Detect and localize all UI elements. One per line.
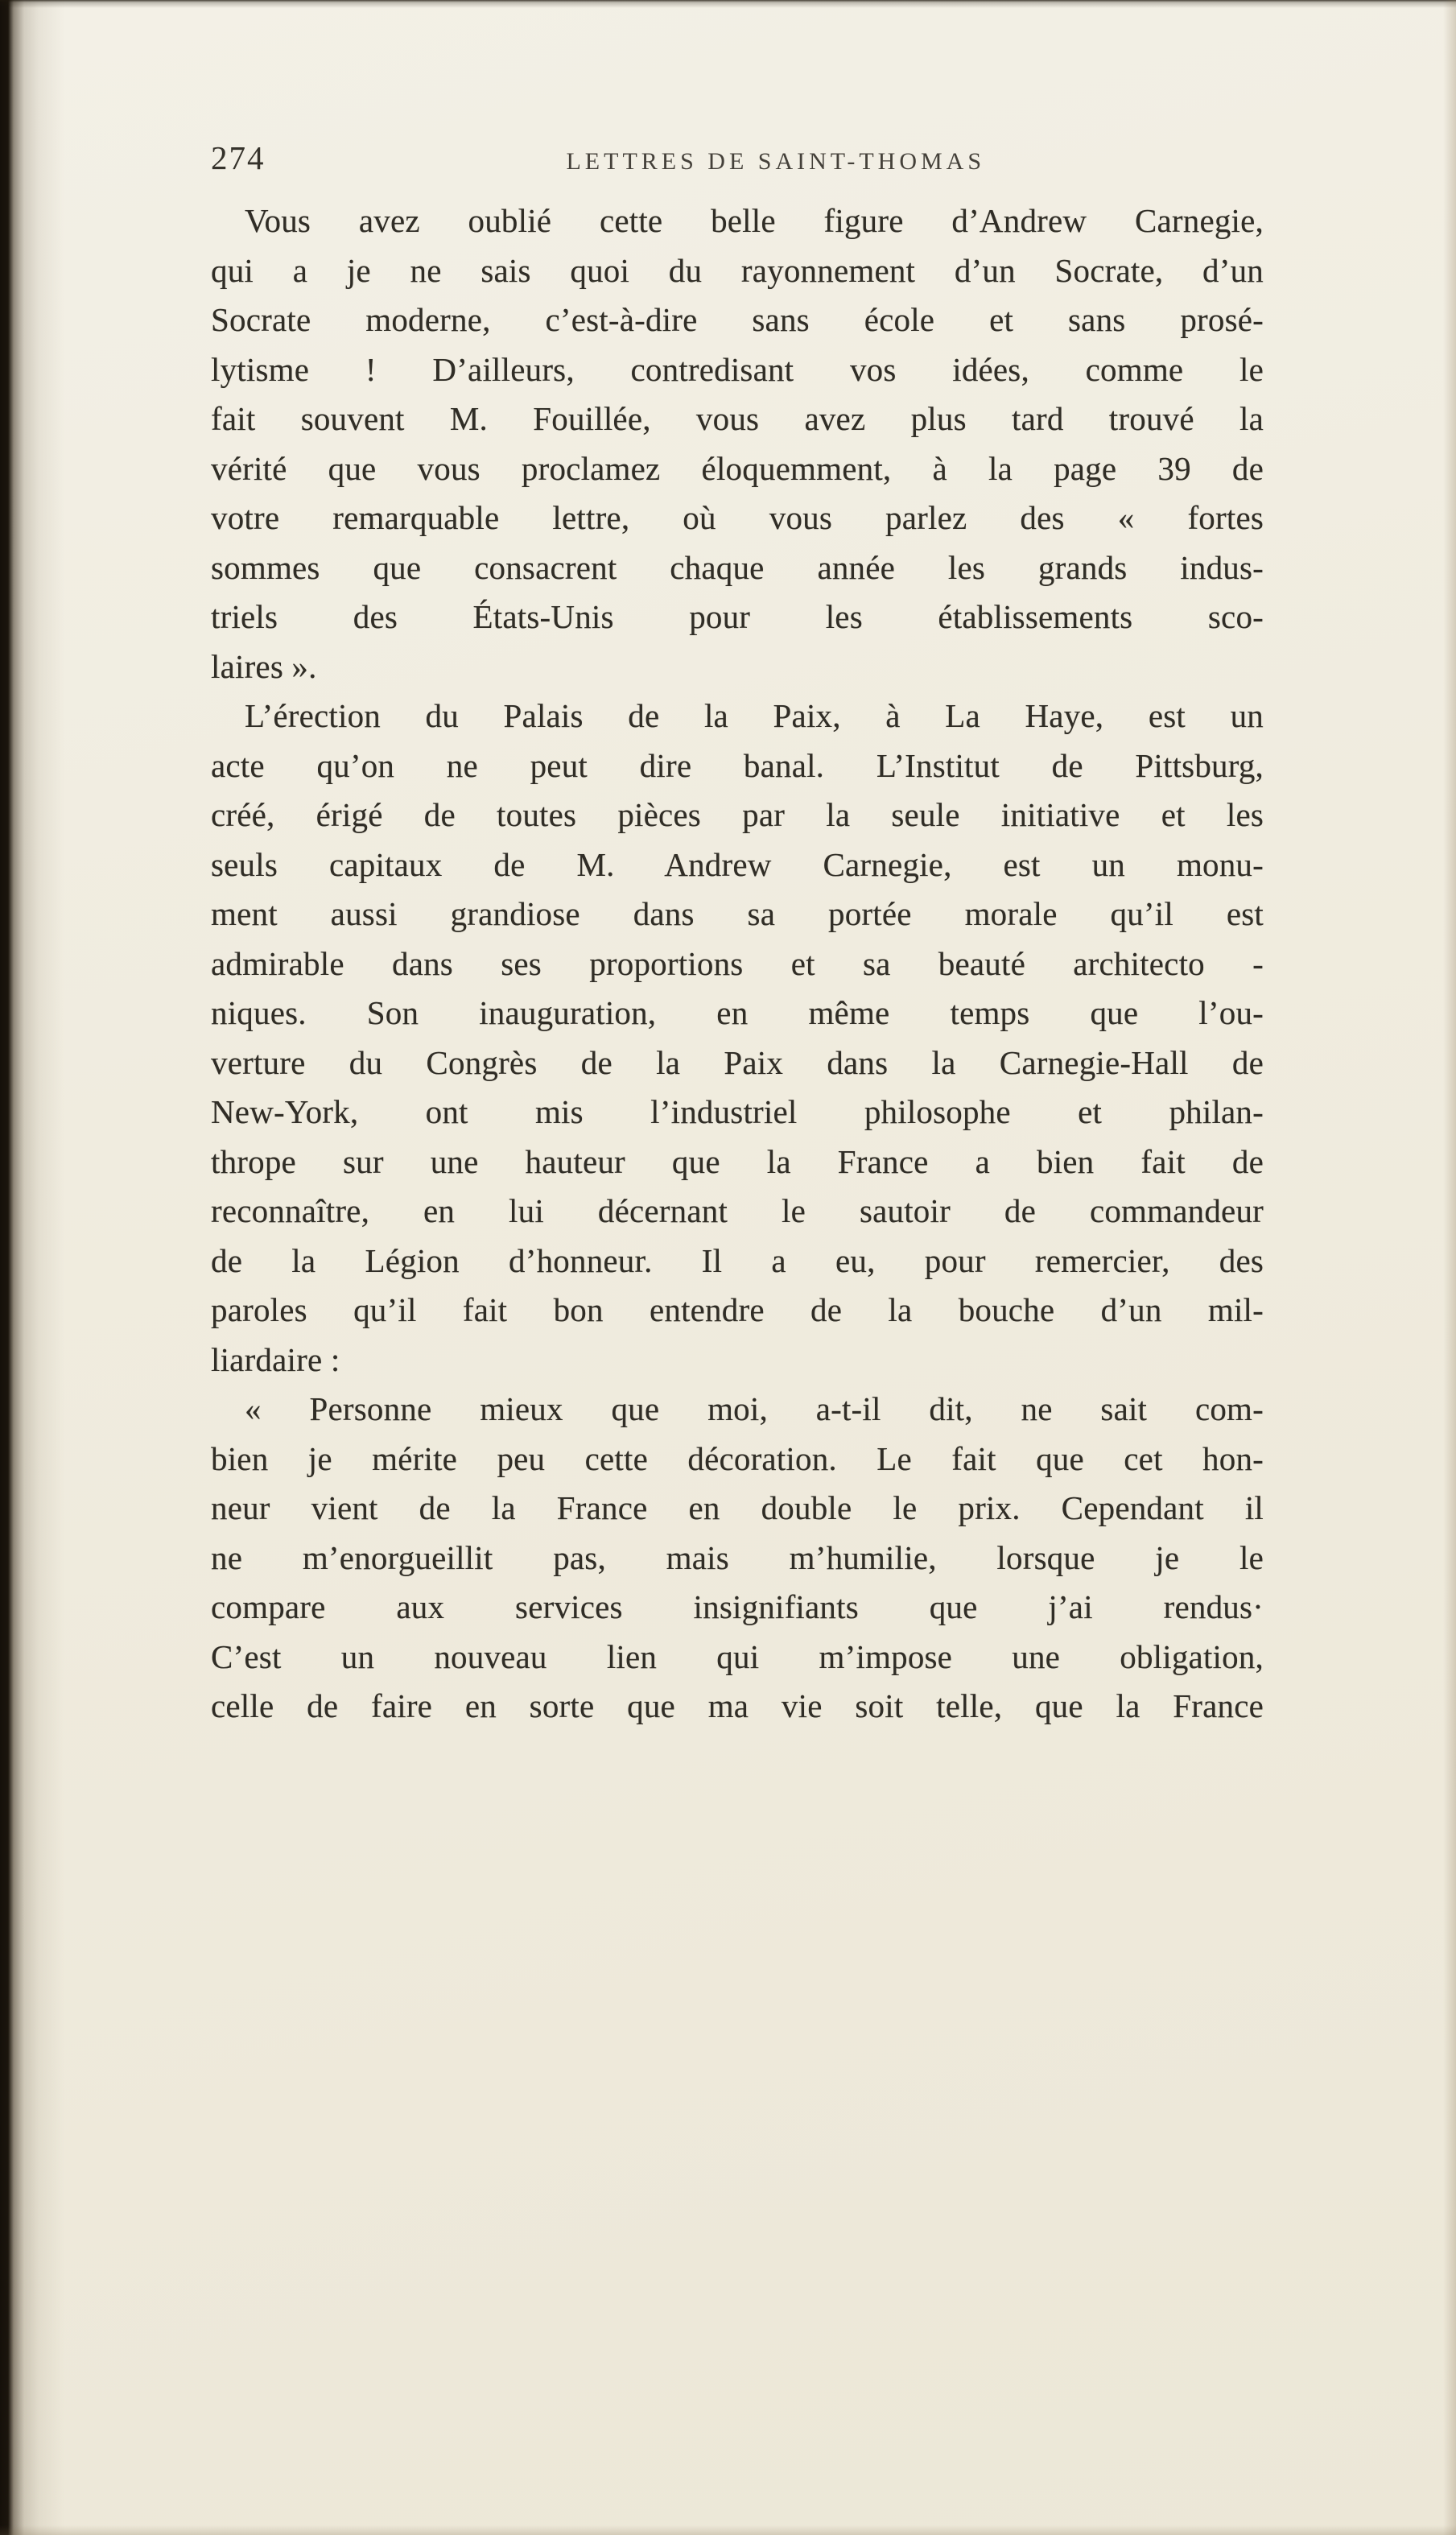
text-line: triels des États-Unis pour les établissements sco- [211,598,1264,635]
text-line: laires ». [211,647,317,685]
text-line: seuls capitaux de M. Andrew Carnegie, est un monu- [211,845,1264,883]
scan-right-edge [1443,0,1456,2535]
text-line: compare aux services insignifiants que j’ai rendus· [211,1588,1264,1625]
text-line: liardaire : [211,1340,340,1378]
scan-bottom-edge [0,2525,1456,2535]
text-line: ment aussi grandiose dans sa portée morale qu’il est [211,895,1264,932]
text-line: qui a je ne sais quoi du rayonnement d’un Socrate, d’un [211,251,1264,289]
running-title: LETTRES DE SAINT-THOMAS [566,148,986,175]
text-line: ne m’enorgueillit pas, mais m’humilie, lorsque je le [211,1538,1264,1576]
text-line: Vous avez oublié cette belle figure d’Andrew Carnegie, [245,202,1264,239]
text-line: L’érection du Palais de la Paix, à La Haye, est un [245,697,1264,734]
text-line: thrope sur une hauteur que la France a bien fait de [211,1142,1264,1180]
text-line: Socrate moderne, c’est-à-dire sans école et sans prosé- [211,301,1264,338]
text-line: lytisme ! D’ailleurs, contredisant vos idées, comme le [211,350,1264,388]
text-line: de la Légion d’honneur. Il a eu, pour remercier, des [211,1241,1264,1279]
page-header [211,138,1264,180]
text-line: niques. Son inauguration, en même temps que l’ou- [211,994,1264,1031]
page-number: 274 [211,139,266,176]
text-line: C’est un nouveau lien qui m’impose une obligation, [211,1637,1264,1675]
scan-top-edge [0,0,1456,8]
text-line: fait souvent M. Fouillée, vous avez plus tard trouvé la [211,400,1264,437]
text-line: créé, érigé de toutes pièces par la seule initiative et les [211,796,1264,833]
text-line: « Personne mieux que moi, a-t-il dit, ne sait com- [245,1390,1264,1427]
text-line: sommes que consacrent chaque année les grands indus- [211,548,1264,586]
text-line: verture du Congrès de la Paix dans la Carnegie-Hall de [211,1043,1264,1081]
scan-gutter-shadow [0,0,64,2535]
text-line: votre remarquable lettre, où vous parlez des « fortes [211,499,1264,536]
text-line: admirable dans ses proportions et sa beauté architecto - [211,944,1264,982]
text-line: neur vient de la France en double le prix. Cependant il [211,1489,1264,1526]
text-line: reconnaître, en lui décernant le sautoir de commandeur [211,1192,1264,1229]
text-line: bien je mérite peu cette décoration. Le fait que cet hon- [211,1439,1264,1477]
text-line: New-York, ont mis l’industriel philosophe et philan- [211,1093,1264,1130]
text-line: paroles qu’il fait bon entendre de la bouche d’un mil- [211,1291,1264,1328]
text-line: celle de faire en sorte que ma vie soit telle, que la France [211,1687,1264,1724]
text-block [211,196,1264,1732]
text-line: acte qu’on ne peut dire banal. L’Institut de Pittsburg, [211,746,1264,784]
text-line: vérité que vous proclamez éloquemment, à la page 39 de [211,449,1264,487]
